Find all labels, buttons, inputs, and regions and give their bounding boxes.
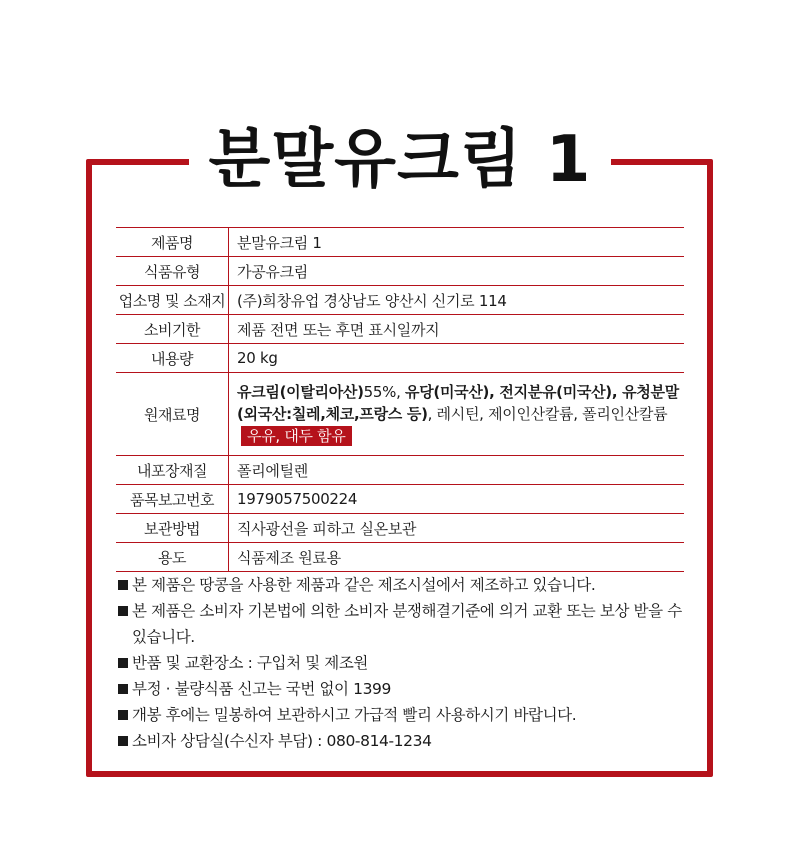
table-row <box>116 456 684 485</box>
label-usage: 용도 <box>116 543 229 572</box>
list-item <box>116 598 692 650</box>
table-row <box>116 543 684 572</box>
label-net-content: 내용량 <box>116 344 229 373</box>
table-row <box>116 485 684 514</box>
product-info-table <box>116 227 684 572</box>
notice-text: 본 제품은 소비자 기본법에 의한 소비자 분쟁해결기준에 의거 교환 또는 보상 받을 수 있습니다. <box>132 602 682 646</box>
value-expiry: 제품 전면 또는 후면 표시일까지 <box>229 315 685 344</box>
label-expiry: 소비기한 <box>116 315 229 344</box>
list-item <box>116 728 692 754</box>
table-row <box>116 286 684 315</box>
ingredient-rest-list: , 레시틴, 제이인산칼륨, 폴리인산칼륨 <box>427 405 668 423</box>
square-bullet-icon <box>118 710 128 720</box>
square-bullet-icon <box>118 606 128 616</box>
value-ingredients <box>229 373 685 456</box>
value-report-number: 1979057500224 <box>229 485 685 514</box>
value-storage: 직사광선을 피하고 실온보관 <box>229 514 685 543</box>
notice-text: 소비자 상담실(수신자 부담) : 080-814-1234 <box>132 732 432 750</box>
list-item <box>116 650 692 676</box>
value-food-type: 가공유크림 <box>229 257 685 286</box>
product-title: 분말유크림 1 <box>189 118 612 202</box>
value-product-name: 분말유크림 1 <box>229 228 685 257</box>
label-ingredients: 원재료명 <box>116 373 229 456</box>
value-usage: 식품제조 원료용 <box>229 543 685 572</box>
table-row <box>116 344 684 373</box>
value-packaging: 폴리에틸렌 <box>229 456 685 485</box>
title-area <box>0 118 800 202</box>
list-item <box>116 676 692 702</box>
table-row <box>116 373 684 456</box>
square-bullet-icon <box>118 658 128 668</box>
notice-text: 개봉 후에는 밀봉하여 보관하시고 가급적 빨리 사용하시기 바랍니다. <box>132 706 577 724</box>
table-row <box>116 315 684 344</box>
notice-text: 부정 · 불량식품 신고는 국번 없이 1399 <box>132 680 391 698</box>
value-net-content: 20 kg <box>229 344 685 373</box>
table-row <box>116 257 684 286</box>
square-bullet-icon <box>118 580 128 590</box>
label-storage: 보관방법 <box>116 514 229 543</box>
table-row <box>116 514 684 543</box>
notice-list <box>116 572 692 754</box>
list-item <box>116 572 692 598</box>
value-manufacturer: (주)희창유업 경상남도 양산시 신기로 114 <box>229 286 685 315</box>
notice-text: 본 제품은 땅콩을 사용한 제품과 같은 제조시설에서 제조하고 있습니다. <box>132 576 596 594</box>
ingredient-cream: 유크림(이탈리아산) <box>237 383 364 401</box>
table-row <box>116 228 684 257</box>
square-bullet-icon <box>118 684 128 694</box>
label-manufacturer: 업소명 및 소재지 <box>116 286 229 315</box>
ingredient-cream-percent: 55%, <box>363 383 406 401</box>
list-item <box>116 702 692 728</box>
notice-text: 반품 및 교환장소 : 구입처 및 제조원 <box>132 654 369 672</box>
ingredient-bold-list: 유당(미국산), 전지분유(미국산), 유청분말(외국산:칠레,체코,프랑스 등) <box>237 383 679 423</box>
label-product-name: 제품명 <box>116 228 229 257</box>
label-report-number: 품목보고번호 <box>116 485 229 514</box>
allergen-badge: 우유, 대두 함유 <box>241 426 352 446</box>
label-packaging: 내포장재질 <box>116 456 229 485</box>
label-food-type: 식품유형 <box>116 257 229 286</box>
square-bullet-icon <box>118 736 128 746</box>
